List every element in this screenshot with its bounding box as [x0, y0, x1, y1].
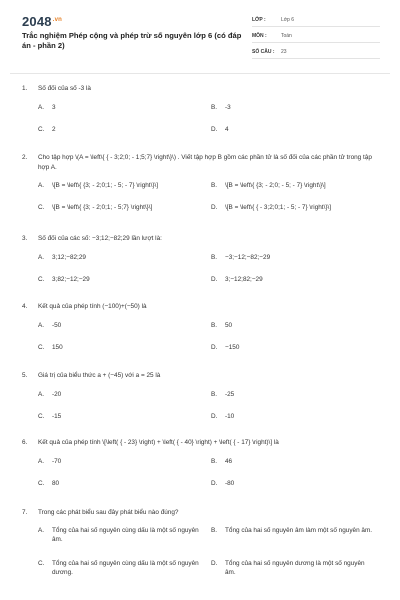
- answer-option-c[interactable]: [38, 412, 203, 421]
- meta-row-class: [252, 14, 380, 27]
- question-3: [22, 234, 382, 293]
- option-text: −3;−12;−82;−29: [225, 253, 271, 261]
- option-text: 2: [52, 125, 56, 133]
- answer-option-d[interactable]: [211, 412, 376, 421]
- option-text: -50: [52, 321, 62, 329]
- question-number: 1.: [22, 85, 28, 92]
- question-body: Kết quả của phép tính \[\left( { - 23} \right) + \left( { - 40} \right) + \left( { - 17} \right)\] là: [38, 439, 279, 446]
- option-text: 80: [52, 479, 60, 487]
- answer-option-b[interactable]: [211, 526, 376, 535]
- answer-option-c[interactable]: [38, 479, 203, 488]
- option-text: 4: [225, 125, 229, 133]
- page-title: Trắc nghiệm Phép cộng và phép trừ số nguyên lớp 6 (có đáp án - phần 2): [22, 31, 242, 50]
- meta-row-count: [252, 46, 380, 59]
- question-text: [22, 302, 382, 312]
- option-text: Tổng của hai số nguyên cùng dấu là một số nguyên âm.: [52, 526, 199, 543]
- question-text: [22, 234, 382, 244]
- logo-suffix: .vn: [52, 16, 63, 23]
- option-text: 3;82;−12;−29: [52, 275, 90, 283]
- header-divider: [10, 73, 390, 74]
- meta-info: [252, 14, 380, 62]
- answer-option-d[interactable]: [211, 559, 376, 577]
- option-text: -3: [225, 103, 231, 111]
- option-text: Tổng của hai số nguyên cùng dấu là một số nguyên dương.: [52, 559, 199, 576]
- meta-row-subject: [252, 30, 380, 43]
- option-text: -15: [52, 412, 62, 420]
- question-6: [22, 438, 382, 497]
- question-4: [22, 302, 382, 361]
- question-2: [22, 153, 382, 221]
- answer-option-b[interactable]: [211, 321, 376, 330]
- option-text: 150: [52, 343, 63, 351]
- option-text: -70: [52, 457, 62, 465]
- answer-option-a[interactable]: [38, 457, 203, 466]
- option-letter: A.: [38, 103, 45, 111]
- option-letter: A.: [38, 321, 45, 329]
- option-letter: D.: [211, 412, 218, 420]
- meta-label: MÔN :: [252, 33, 267, 39]
- option-letter: B.: [211, 526, 218, 534]
- answer-option-a[interactable]: [38, 253, 203, 262]
- question-number: 5.: [22, 372, 28, 379]
- option-letter: B.: [211, 253, 218, 261]
- meta-value: Lớp 6: [281, 17, 295, 23]
- answer-option-c[interactable]: [38, 559, 203, 577]
- option-text: -20: [52, 390, 62, 398]
- option-letter: A.: [38, 182, 45, 189]
- option-letter: A.: [38, 526, 45, 534]
- option-letter: D.: [211, 125, 218, 133]
- option-letter: A.: [38, 253, 45, 261]
- question-number: 6.: [22, 439, 28, 446]
- answer-option-b[interactable]: [211, 253, 376, 262]
- header: [0, 0, 400, 64]
- answer-option-d[interactable]: [211, 343, 376, 352]
- option-letter: C.: [38, 204, 45, 211]
- option-text: 3;12;−82;29: [52, 253, 86, 261]
- option-text: 50: [225, 321, 233, 329]
- question-body: Số đối của số -3 là: [38, 85, 91, 92]
- meta-value: Toán: [281, 33, 292, 39]
- question-number: 3.: [22, 235, 28, 242]
- answer-options: [38, 526, 382, 576]
- answer-option-a[interactable]: [38, 390, 203, 399]
- option-letter: D.: [211, 204, 218, 211]
- option-text: Tổng của hai số nguyên dương là một số nguyên âm.: [225, 559, 365, 576]
- option-letter: A.: [38, 457, 45, 465]
- option-text: \[B = \left\{ {3; - 2;0;1; - 5;7} \right\}\]: [52, 204, 153, 211]
- answer-options: [38, 457, 382, 497]
- option-letter: C.: [38, 275, 45, 283]
- answer-options: [38, 390, 382, 430]
- meta-label: LỚP :: [252, 17, 266, 23]
- answer-option-b[interactable]: [211, 390, 376, 399]
- question-body: Kết quả của phép tính (−100)+(−50) là: [38, 303, 147, 310]
- answer-option-b[interactable]: [211, 457, 376, 466]
- option-letter: B.: [211, 457, 218, 465]
- option-text: −150: [225, 343, 240, 351]
- answer-options: [38, 321, 382, 361]
- meta-label: SỐ CÂU :: [252, 49, 275, 55]
- option-letter: C.: [38, 412, 45, 420]
- option-letter: D.: [211, 479, 218, 487]
- answer-option-a[interactable]: [38, 526, 203, 544]
- question-body: Số đối của các số: −3;12;−82;29 lần lượt là:: [38, 235, 162, 242]
- option-letter: C.: [38, 343, 45, 351]
- option-text: 46: [225, 457, 233, 465]
- option-letter: B.: [211, 390, 218, 398]
- question-body: Cho tập hợp \(A = \left\{ { - 3;2;0; - 1;5;7} \right\}\) . Viết tập hợp B gồm các phần tử là số đối của các phần tử trong tập hợp A.: [38, 154, 372, 171]
- option-text: \[B = \left\{ {3; - 2;0; - 5; - 7} \right\}\]: [225, 182, 326, 189]
- question-text: [22, 438, 382, 448]
- option-text: Tổng của hai số nguyên âm làm một số nguyên âm.: [225, 526, 373, 534]
- question-number: 2.: [22, 154, 28, 161]
- answer-option-b[interactable]: [211, 181, 376, 190]
- option-letter: B.: [211, 321, 218, 329]
- answer-options: [38, 253, 382, 293]
- question-5: [22, 371, 382, 430]
- option-letter: D.: [211, 343, 218, 351]
- answer-option-b[interactable]: [211, 103, 376, 112]
- option-text: 3;−12;82;−29: [225, 275, 263, 283]
- question-1: [22, 84, 382, 143]
- answer-option-d[interactable]: [211, 479, 376, 488]
- answer-option-d[interactable]: [211, 203, 376, 212]
- option-text: \[B = \left\{ {3; - 2;0;1; - 5; - 7} \right\}\]: [52, 182, 159, 189]
- option-letter: C.: [38, 479, 45, 487]
- answer-options: [38, 103, 382, 143]
- answer-option-a[interactable]: [38, 321, 203, 330]
- answer-option-d[interactable]: [211, 125, 376, 134]
- answer-options: [38, 181, 382, 221]
- option-letter: D.: [211, 275, 218, 283]
- option-letter: B.: [211, 182, 218, 189]
- site-logo[interactable]: $2048^{.vn}$: [22, 14, 63, 29]
- answer-option-d[interactable]: [211, 275, 376, 284]
- answer-option-c[interactable]: [38, 125, 203, 134]
- answer-option-c[interactable]: [38, 275, 203, 284]
- option-text: \[B = \left\{ { - 3;2;0;1; - 5; - 7} \right\}\]: [225, 204, 332, 211]
- question-text: [22, 84, 382, 94]
- option-text: 3: [52, 103, 56, 111]
- question-text: [22, 371, 382, 381]
- answer-option-c[interactable]: [38, 343, 203, 352]
- option-text: -25: [225, 390, 235, 398]
- question-body: Trong các phát biểu sau đây phát biểu nào đúng?: [38, 509, 179, 516]
- question-text: [22, 153, 382, 172]
- option-letter: A.: [38, 390, 45, 398]
- meta-value: 23: [281, 49, 287, 55]
- option-letter: D.: [211, 559, 218, 567]
- option-letter: C.: [38, 125, 45, 133]
- option-text: -10: [225, 412, 235, 420]
- question-body: Giá trị của biểu thức a + (−45) với a = 25 là: [38, 372, 161, 379]
- question-text: [22, 508, 382, 518]
- option-letter: B.: [211, 103, 218, 111]
- question-number: 4.: [22, 303, 28, 310]
- answer-option-a[interactable]: [38, 103, 203, 112]
- answer-option-c[interactable]: [38, 203, 203, 212]
- answer-option-a[interactable]: [38, 181, 203, 190]
- question-7: [22, 508, 382, 576]
- question-number: 7.: [22, 509, 28, 516]
- option-text: -80: [225, 479, 235, 487]
- option-letter: C.: [38, 559, 45, 567]
